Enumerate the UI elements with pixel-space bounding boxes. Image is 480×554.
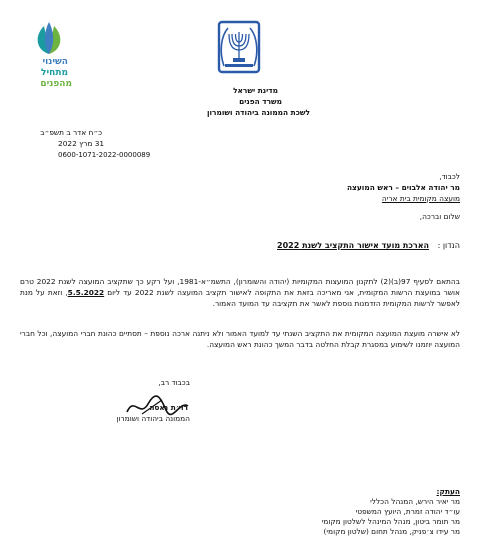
logo-text-3: מהפנים [40,79,72,89]
cc-item: מר עידו צ׳פניק, מנהל תחום (שלטון מקומי) [323,527,460,536]
header-ministry: משרד הפנים [239,97,282,106]
cc-label: העתק: [436,487,460,496]
subject-label: הנדון : [437,241,460,250]
recipient-org: מועצה מקומית בית אריה [381,194,460,203]
subject-line [277,241,460,250]
body-p1-text-b: , וזאת על מנת לאפשר לרשות המקומית הזדמנות נוספת לאשר את תקציבה עד המועד האמור. [20,288,460,308]
cc-item: מר תומר ביטון, מנהל המינהל לשלטון מקומי [321,517,460,526]
state-emblem [216,20,262,74]
recipient-to: לכבוד, [439,172,460,181]
menorah-emblem-icon [216,20,262,74]
closing: בכבוד רב, [158,378,190,387]
body-p1-text-a: בהתאם לסעיף 97(ב)(2) לתקנון המועצות המקומיות (יהודה והשומרון), התשמ״א-1981, ועל רקע כך שתקציב המועצה לשנת 2022 טרם אושר במועצת הרשות המקומית, אני מאריכה בזאת את התקופה לאישור תקציב המועצה לשנת 2022 עד ליום [20,277,460,297]
body-paragraph-2: לא אישרה מועצת המועצה המקומית את התקציב השנתי עד למועד האמור ולא ניתנה ארכה נוספת – תסתיים כהונת חברי המועצה, וכל חברי המועצה יוזמנו לשימוע במסגרת קבלת החלטה בדבר המשך כהונת ראש המועצה. [20,329,460,349]
logo-text-2: מתחיל [41,68,68,78]
body-paragraph-1 [20,276,460,309]
cc-item: עו״ד יהודה זמרת, היועץ המשפטי [355,507,460,516]
recipient-name: מר יהודה אלבוים – ראש המועצה [346,183,460,192]
gregorian-date: 31 מרץ 2022 [58,139,105,148]
cc-item: מר יאיר הירש, המנהל הכללי [370,497,460,506]
header-country: מדינת ישראל [233,86,278,95]
logo-text-1: השינוי [42,57,68,67]
extension-date: 5.5.2022 [67,288,105,297]
ministry-logo [24,20,74,92]
signatory-title: הממונה ביהודה ושומרון [116,414,190,423]
reference-number: 0600-1071-2022-0000089 [58,151,151,159]
subject-text: הארכת מועד אישור התקציב לשנת 2022 [277,241,430,250]
leaf-logo-icon [24,20,74,56]
signatory-name: רו״ת נאסה [149,403,188,412]
greeting: שלום וברכה, [419,212,460,221]
header-office: לשכת הממונה ביהודה ושומרון [206,108,310,117]
hebrew-date: כ״ח אדר ב תשפ״ב [40,128,102,137]
